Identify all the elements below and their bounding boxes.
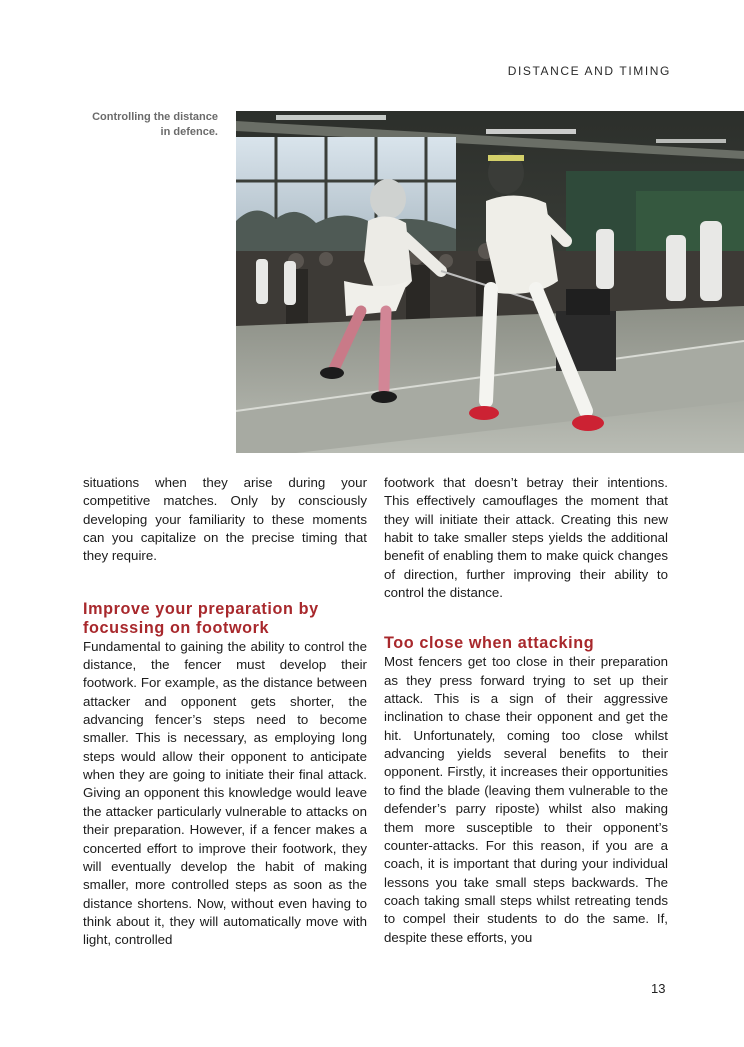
left-body-paragraph: Fundamental to gaining the ability to control the distance, the fencer must develop their footwork. For example, as the distance between attacker and opponent gets shorter, the advancing fencer’s steps need to become smaller. This is necessary, as employing long steps would allow their opponent to anticipate when they are going to initiate their final attack. Giving an opponent this knowledge would leave the attacker particularly vulnerable to attacks on their preparation. However, if a fencer makes a concerted effort to improve their footwork, they will eventually develop the habit of making smaller, more controlled steps as soon as the distance shortens. Now, without even having to think about it, they will automatically move with light, controlled bbox=[83, 638, 367, 948]
section-heading-too-close: Too close when attacking bbox=[384, 634, 595, 653]
right-body-paragraph: Most fencers get too close in their preparation as they press forward trying to set up their attack. This is a sign of their aggressive inclination to chase their opponent and get the hit. Unfortunately, coming too close whilst advancing yields several benefits to their opponent. Firstly, it increases their opportunities to find the blade (leaving them vulnerable to the defender’s parry riposte) whilst also making them more susceptible to their opponent’s counter-attacks. For this reason, if you are a coach, it is important that during your individual lessons you take small steps backwards. The coach taking small steps whilst retreating tends to compel their students to do the same. If, despite these efforts, you bbox=[384, 654, 668, 945]
fencing-photo bbox=[236, 111, 744, 453]
caption-line-2: in defence. bbox=[160, 125, 218, 138]
heading-line-1: Improve your preparation by bbox=[83, 599, 319, 618]
right-column bbox=[384, 474, 668, 947]
section-heading-footwork bbox=[83, 600, 367, 638]
right-intro-paragraph: footwork that doesn’t betray their intentions. This effectively camouflages the moment that they will initiate their attack. Creating this new habit to take smaller steps yields the additional benefit of enabling them to make quick changes of direction, further improving their ability to control the distance. bbox=[384, 475, 668, 601]
page-number: 13 bbox=[651, 981, 666, 996]
heading-line-2: focussing on footwork bbox=[83, 618, 270, 637]
left-intro-paragraph: situations when they arise during your competitive matches. Only by consciously developing your familiarity to these moments can you capitalize on the precise timing that they require. bbox=[83, 475, 367, 564]
caption-line-1: Controlling the distance bbox=[92, 111, 218, 123]
figure-caption bbox=[60, 110, 218, 139]
left-column bbox=[83, 474, 367, 950]
running-head: DISTANCE AND TIMING bbox=[507, 64, 671, 78]
